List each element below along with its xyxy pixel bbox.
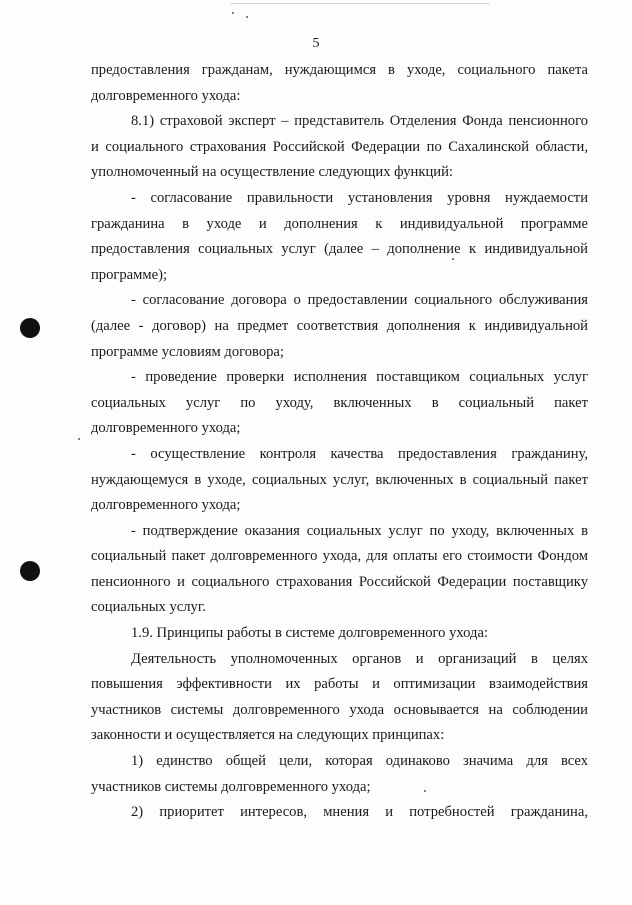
text-line: предоставления гражданам, нуждающимся в уходе, социального пакета (91, 62, 588, 78)
text-line: 2) приоритет интересов, мнения и потребностей гражданина, (131, 804, 588, 821)
text-line: долговременного ухода; (91, 420, 241, 437)
scan-speck (246, 16, 248, 18)
text-line: - согласование правильности установления уровня нуждаемости (131, 189, 588, 206)
text-line: социальных услуг по уходу, включенных в социальный пакет (91, 394, 588, 411)
text-line: - осуществление контроля качества предоставления гражданину, (131, 445, 588, 462)
scan-speck (78, 438, 80, 440)
scan-speck (232, 12, 234, 14)
text-line: социальный пакет долговременного ухода, для оплаты его стоимости Фондом (91, 548, 588, 565)
text-line: долговременного ухода: (91, 87, 241, 104)
text-line: Деятельность уполномоченных органов и организаций в целях (131, 650, 588, 667)
text-line: 1) единство общей цели, которая одинаково значима для всех (131, 753, 588, 770)
text-line: нуждающемуся в уходе, социальных услуг, включенных в социальный пакет (91, 471, 588, 488)
punch-hole-icon (20, 318, 40, 338)
text-line: законности и осуществляется на следующих принципах: (91, 727, 445, 744)
text-line: долговременного ухода; (91, 497, 241, 514)
text-line: пенсионного и социального страхования Российской Федерации поставщику (91, 573, 588, 590)
text-line: участников системы долговременного ухода основывается на соблюдении (91, 701, 588, 718)
page-number: 5 (312, 36, 320, 51)
text-line: - подтверждение оказания социальных услуг по уходу, включенных в (131, 522, 588, 539)
text-line: и социального страхования Российской Федерации по Сахалинской области, (91, 138, 588, 155)
punch-hole-icon (20, 561, 40, 581)
text-line: 8.1) страховой эксперт – представитель Отделения Фонда пенсионного (131, 113, 588, 130)
text-line: предоставления социальных услуг (далее – дополнение к индивидуальной (91, 241, 588, 258)
scan-edge-line (230, 3, 490, 4)
text-line: (далее - договор) на предмет соответствия дополнения к индивидуальной (91, 317, 588, 334)
text-line: - проведение проверки исполнения поставщиком социальных услуг (131, 369, 588, 386)
text-line: 1.9. Принципы работы в системе долговременного ухода: (131, 625, 488, 642)
text-line: повышения эффективности их работы и оптимизации взаимодействия (91, 676, 588, 693)
text-line: программе); (91, 266, 168, 283)
text-line: уполномоченный на осуществление следующих функций: (91, 164, 453, 181)
document-body (91, 58, 588, 826)
text-line: гражданина в уходе и дополнения к индивидуальной программе (91, 215, 588, 232)
text-line: программе условиям договора; (91, 343, 284, 360)
text-line: социальных услуг. (91, 599, 206, 616)
text-line: - согласование договора о предоставлении социального обслуживания (131, 292, 588, 309)
text-line: участников системы долговременного ухода; (91, 778, 371, 795)
